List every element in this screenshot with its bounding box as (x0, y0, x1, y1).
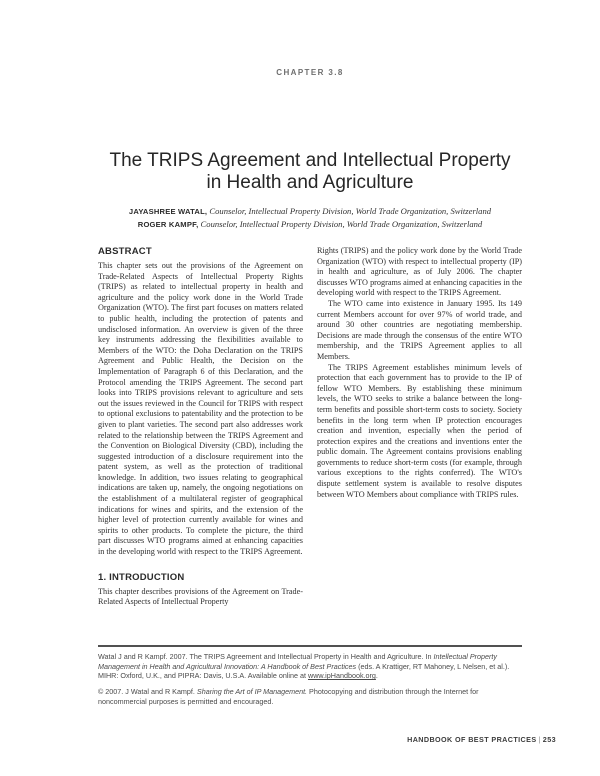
citation-text: . (375, 671, 378, 681)
running-footer (0, 735, 556, 744)
introduction-text: This chapter describes provisions of the Agreement on Trade-Related Aspects of Intellectual Property (98, 586, 303, 607)
title-line-1: The TRIPS Agreement and Intellectual Property (109, 150, 511, 171)
author-name: ROGER KAMPF, (137, 220, 199, 229)
introduction-heading: 1. INTRODUCTION (98, 571, 185, 583)
abstract-text: This chapter sets out the provisions of the Agreement on Trade-Related Aspects of Intellectual Property Rights (TRIPS) as related to intellectual property in health and agriculture and the policy work done in the World Trade Organization (WTO). The first part focuses on matters related to public health, including the protection of patents and undisclosed information. An overview is given of the three key instruments addressing the flexibilities available to Members of the WTO: the Doha Declaration on the TRIPS Agreement and Public Health, the Decision on the Implementation of Paragraph 6 of this Declaration, and the Protocol amending the TRIPS Agreement. The second part looks into TRIPS provisions relevant to agriculture and sets out the issues reviewed in the Council for TRIPS with respect to optional exclusions to patentability and the protection to be given to plant varieties. The second part also addresses work related to the relationship between the TRIPS Agreement and the Convention on Biological Diversity (CBD), including the suggested introduction of a disclosure requirement into the patent system, as well as the protection of traditional knowledge. In addition, two issues relating to geographical indications are taken up, namely, the ongoing negotiations on the establishment of a multilateral register of geographical indications for wines and spirits, and the extension of the higher level of protection currently available for wines and spirits to other products. To complete the picture, the third part discusses WTO programs aimed at enhancing capacities in the developing world with respect to the TRIPS Agreement. (98, 261, 303, 557)
footer-page-number: 253 (542, 735, 556, 744)
copyright-work-title: Sharing the Art of IP Management. (196, 687, 308, 697)
copyright-text: © 2007. J Watal and R Kampf. (98, 687, 197, 697)
copyright-text: Photocopying and distribution through the Internet for noncommercial purposes is permitted and encouraged. (98, 687, 479, 706)
citation-note (98, 652, 522, 681)
citation-text: (eds. A Krattiger, RT Mahoney, L Nelsen, et al.). MIHR: Oxford, U.K., and PIPRA: Davis, U.S.A. Available online at (98, 661, 510, 681)
title-line-2: in Health and Agriculture (206, 172, 414, 193)
page-title (78, 150, 542, 194)
body-paragraph: Rights (TRIPS) and the policy work done by the World Trade Organization (WTO) with respect to intellectual property (IP) in health and agriculture, as of July 2006. The chapter discusses WTO programs aimed at enhancing capacities in the developing world with respect to the TRIPS Agreement. (317, 246, 522, 298)
right-column (317, 246, 522, 608)
citation-text: Watal J and R Kampf. 2007. The TRIPS Agreement and Intellectual Property in Health and Agriculture. In (98, 652, 434, 661)
author-line (60, 217, 560, 230)
footnote-rule (98, 645, 522, 647)
footer-label: HANDBOOK OF BEST PRACTICES (407, 735, 537, 744)
footnote-block (98, 645, 522, 713)
citation-book-title: Intellectual Property Management in Health and Agricultural Innovation: A Handbook of Best Practices (98, 652, 497, 671)
author-affiliation: Counselor, Intellectual Property Division, World Trade Organization, Switzerland (198, 219, 483, 229)
author-byline (60, 204, 560, 230)
author-affiliation: Counselor, Intellectual Property Division, World Trade Organization, Switzerland (207, 206, 492, 216)
left-column (98, 246, 303, 608)
copyright-note (98, 687, 522, 706)
footer-separator: | (538, 735, 541, 744)
body-paragraph: The WTO came into existence in January 1995. Its 149 current Members account for over 97% of world trade, and around 30 other countries are negotiating membership. Decisions are made through the consensus of the entire WTO membership, and the TRIPS Agreement applies to all Members. (317, 298, 522, 361)
author-name: JAYASHREE WATAL, (128, 207, 208, 216)
author-line (60, 204, 560, 217)
body-paragraph: The TRIPS Agreement establishes minimum levels of protection that each government has to provide to the IP of fellow WTO Members. By establishing these minimum levels, the WTO seeks to strike a balance between the long-term benefits and possible short-term costs to society. Society benefits in the long term when IP protection encourages creation and invention, especially when the period of protection expires and the creations and inventions enter the public domain. The Agreement contains provisions enabling governments to reduce short-term costs (for example, through various exceptions to the rights conferred). The WTO's dispute settlement system is available to resolve disputes between WTO Members about compliance with TRIPS rules. (317, 362, 522, 499)
handbook-link[interactable]: www.ipHandbook.org (308, 671, 376, 681)
chapter-label: CHAPTER 3.8 (276, 68, 344, 77)
abstract-heading: ABSTRACT (98, 246, 152, 257)
two-column-body (98, 246, 522, 608)
